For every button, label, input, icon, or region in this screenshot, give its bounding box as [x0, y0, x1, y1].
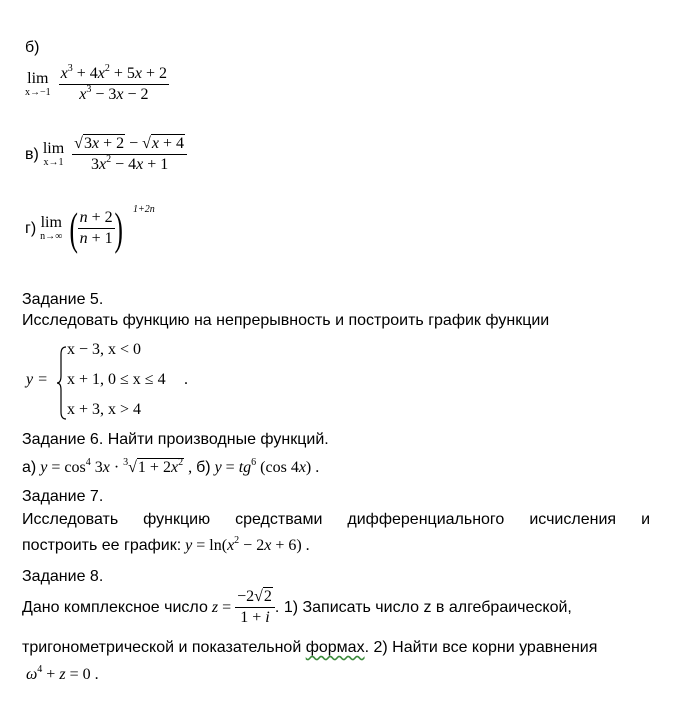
task8-intro: Дано комплексное число	[22, 599, 208, 616]
part-v-limit	[25, 134, 187, 175]
fraction-numerator: √3x + 2 − √x + 4	[72, 134, 187, 155]
part-b-label: б)	[25, 39, 40, 56]
part-b-limit	[25, 64, 169, 105]
task8-title: Задание 8.	[22, 568, 104, 585]
lim-sub: x→1	[43, 157, 64, 168]
task8-line2b: формах	[305, 639, 365, 656]
part-g-limit: г) lim n→∞ ( $\frac{n + 2}{n + 1}$ )	[25, 202, 123, 254]
case-1: x − 3, x < 0	[67, 341, 142, 358]
fraction-denominator: $x^3 - 3x - 2$	[79, 84, 149, 103]
fraction-denominator: n + 1	[79, 230, 113, 247]
lim-word: lim	[27, 70, 49, 87]
piecewise-lhs: y =	[26, 371, 48, 388]
case-end: .	[184, 371, 188, 388]
task5-title: Задание 5.	[22, 291, 104, 308]
task6-title: Задание 6. Найти производные функций.	[22, 431, 329, 448]
task8-equation: $\omega^4 + z = 0$ .	[26, 664, 99, 683]
task7-line2-text: построить ее график:	[22, 537, 182, 554]
task5-text: Исследовать функцию на непрерывность и построить график функции	[22, 312, 550, 329]
lim-sub: x→−1	[25, 87, 51, 98]
part-v-label: в)	[25, 146, 39, 163]
case-2: x + 1, 0 ≤ x ≤ 4	[67, 371, 166, 388]
task8-line1: Дано комплексное число z = $\frac{-2√2}{1 + i}$ . 1) Записать число z в алгебраической,	[22, 588, 572, 626]
fraction-numerator: $x^3 + 4x^2 + 5x + 2$	[59, 64, 169, 85]
lim-word: lim	[42, 140, 65, 157]
part-g-label: г)	[25, 220, 37, 237]
lim-sub: n→∞	[40, 231, 63, 242]
task8-line2c: . 2) Найти все корни уравнения	[364, 639, 598, 656]
task8-line2a: тригонометрической и показательной	[22, 639, 306, 656]
lim-word: lim	[40, 214, 62, 231]
fraction-numerator: n + 2	[78, 208, 115, 229]
fraction-denominator: $3x^2 - 4x + 1$	[90, 154, 169, 173]
task6-formulas: а) $y = \cos^4 3x \cdot ^3√1 + 2x^2$ , б) $y = tg^6$ (cos 4x) .	[22, 457, 320, 476]
task7-line1: Исследовать функцию средствами дифференциального исчисления и	[22, 511, 650, 528]
task7-line2: построить ее график: $y = \ln(x^2 - 2x + 6)$ .	[22, 535, 310, 554]
task8-line2	[22, 638, 597, 657]
task8-after: . 1) Записать число z в алгебраической,	[274, 599, 572, 616]
limit-exponent: 1+2n	[133, 204, 155, 215]
task7-title: Задание 7.	[22, 488, 104, 505]
case-3: x + 3, x > 4	[67, 401, 142, 418]
